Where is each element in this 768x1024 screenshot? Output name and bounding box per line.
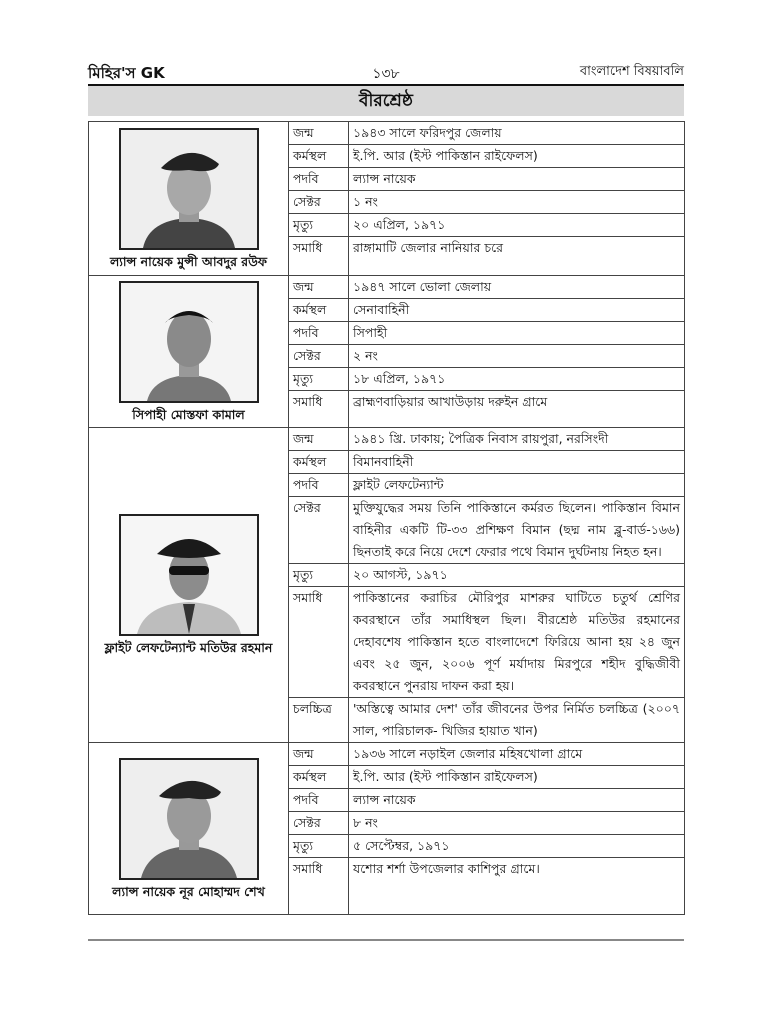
brand-title: মিহির'স GK [88,64,165,82]
hero-photo-cell [89,743,289,915]
death-value: ১৮ এপ্রিল, ১৯৭১ [349,368,685,391]
heroes-table [88,121,685,915]
page-title: বীরশ্রেষ্ঠ [88,84,684,116]
rank-value: ল্যান্স নায়েক [349,168,685,191]
hero-photo-cell [89,428,289,743]
sector-value: ১ নং [349,191,685,214]
death-label: মৃত্যু [289,214,349,237]
workplace-value: ই.পি. আর (ইস্ট পাকিস্তান রাইফেলস) [349,766,685,789]
hero-photo-cell [89,276,289,428]
grave-label: সমাধি [289,858,349,915]
rank-value: ফ্লাইট লেফটেন্যান্ট [349,474,685,497]
hero-name: ল্যান্স নায়েক নূর মোহাম্মদ শেখ [112,883,265,899]
hero-name: সিপাহী মোস্তফা কামাল [132,406,245,422]
hero-portrait [119,514,259,636]
grave-label: সমাধি [289,391,349,428]
death-value: ৫ সেপ্টেম্বর, ১৯৭১ [349,835,685,858]
grave-value: যশোর শর্শা উপজেলার কাশিপুর গ্রামে। [349,858,685,915]
table-row [89,276,685,299]
sector-label: সেক্টর [289,497,349,564]
death-value: ২০ এপ্রিল, ১৯৭১ [349,214,685,237]
film-value: 'অস্তিত্বে আমার দেশ' তাঁর জীবনের উপর নির্মিত চলচ্চিত্র (২০০৭ সাল, পারিচালক- খিজির হায়াত খান) [349,698,685,743]
workplace-label: কর্মস্থল [289,145,349,168]
rank-value: ল্যান্স নায়েক [349,789,685,812]
birth-label: জন্ম [289,743,349,766]
page-header [88,60,684,82]
rank-label: পদবি [289,322,349,345]
death-value: ২০ আগস্ট, ১৯৭১ [349,564,685,587]
birth-value: ১৯৪৩ সালে ফরিদপুর জেলায় [349,122,685,145]
hero-name: ল্যান্স নায়েক মুন্সী আবদুর রউফ [109,253,268,269]
page-number: ১৩৮ [372,66,400,82]
hero-portrait [119,281,259,403]
section-title: বাংলাদেশ বিষয়াবলি [579,64,684,79]
rank-label: পদবি [289,168,349,191]
table-row [89,428,685,451]
rank-label: পদবি [289,789,349,812]
birth-value: ১৯৪১ খ্রি. ঢাকায়; পৈত্রিক নিবাস রায়পুরা, নরসিংদী [349,428,685,451]
workplace-label: কর্মস্থল [289,299,349,322]
film-label: চলচ্চিত্র [289,698,349,743]
birth-label: জন্ম [289,276,349,299]
workplace-value: সেনাবাহিনী [349,299,685,322]
bottom-divider [88,939,684,941]
hero-photo-cell [89,122,289,276]
sector-label: সেক্টর [289,812,349,835]
rank-value: সিপাহী [349,322,685,345]
sector-label: সেক্টর [289,191,349,214]
death-label: মৃত্যু [289,835,349,858]
workplace-label: কর্মস্থল [289,451,349,474]
table-row [89,743,685,766]
grave-label: সমাধি [289,237,349,276]
grave-value: রাঙ্গামাটি জেলার নানিয়ার চরে [349,237,685,276]
table-row [89,122,685,145]
grave-label: সমাধি [289,587,349,698]
workplace-label: কর্মস্থল [289,766,349,789]
workplace-value: বিমানবাহিনী [349,451,685,474]
workplace-value: ই.পি. আর (ইস্ট পাকিস্তান রাইফেলস) [349,145,685,168]
sector-value: ২ নং [349,345,685,368]
sector-value: ৮ নং [349,812,685,835]
birth-value: ১৯৪৭ সালে ভোলা জেলায় [349,276,685,299]
grave-value: ব্রাহ্মণবাড়িয়ার আখাউড়ায় দরুইন গ্রামে [349,391,685,428]
rank-label: পদবি [289,474,349,497]
birth-label: জন্ম [289,428,349,451]
sector-label: সেক্টর [289,345,349,368]
birth-label: জন্ম [289,122,349,145]
death-label: মৃত্যু [289,368,349,391]
grave-value: পাকিস্তানের করাচির মৌরিপুর মাশরুর ঘাটিতে চতুর্থ শ্রেণির কবরস্থানে তাঁর সমাধিস্থল ছিল। বীরশ্রেষ্ঠ মতিউর রহমানের দেহাবশেষ পাকিস্তান হতে বাংলাদেশে ফিরিয়ে আনা হয় ২৪ জুন এবং ২৫ জুন, ২০০৬ পূর্ণ মর্যাদায় মিরপুরে শহীদ বুদ্ধিজীবী কবরস্থানে পুনরায় দাফন করা হয়। [349,587,685,698]
death-label: মৃত্যু [289,564,349,587]
hero-portrait [119,758,259,880]
hero-portrait [119,128,259,250]
hero-name: ফ্লাইট লেফটেন্যান্ট মতিউর রহমান [104,640,273,655]
birth-value: ১৯৩৬ সালে নড়াইল জেলার মহিষখোলা গ্রামে [349,743,685,766]
sector-value: মুক্তিযুদ্ধের সময় তিনি পাকিস্তানে কর্মরত ছিলেন। পাকিস্তান বিমান বাহিনীর একটি টি-৩৩ প্রশিক্ষণ বিমান (ছদ্ম নাম ব্লু-বার্ড-১৬৬) ছিনতাই করে নিয়ে দেশে ফেরার পথে বিমান দুর্ঘটনায় নিহত হন। [349,497,685,564]
